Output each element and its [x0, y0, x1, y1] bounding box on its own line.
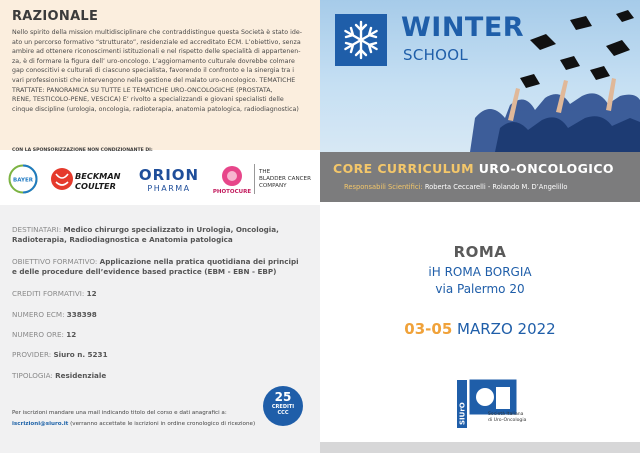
- event-days: 03-05: [404, 320, 453, 338]
- provider: [12, 350, 312, 360]
- razionale-line: Nello spirito della mission multidisciplinare che contraddistingue questa Società è stato ide-: [12, 29, 302, 36]
- razionale-line: za, è di formare la figura dell’ uro-oncologo. L’aggiornamento culturale dovrebbe colmare: [12, 57, 295, 65]
- siuro-logo: [457, 378, 519, 432]
- siuro-caption: [488, 412, 526, 423]
- razionale-section: [0, 0, 320, 150]
- winter-title: WINTER: [401, 12, 525, 43]
- siuro-caption-line: Società Italiana: [488, 412, 524, 417]
- bayer-logo: [8, 158, 42, 200]
- ecm-label: NUMERO ECM:: [12, 310, 65, 319]
- school-subtitle: SCHOOL: [403, 46, 469, 64]
- razionale-line: ato un percorso formativo “strutturato”, residenziale ed accreditato ECM. L’obiettivo, senza: [12, 38, 301, 46]
- core-title-part-1: CORE CURRICULUM: [333, 161, 474, 176]
- numero-ecm: [12, 310, 312, 320]
- razionale-text: [12, 28, 312, 114]
- core-title-part-2: URO-ONCOLOGICO: [478, 161, 614, 176]
- provider-label: PROVIDER:: [12, 350, 52, 359]
- orion-text: ORION: [138, 166, 200, 184]
- bayer-text: BAYER: [13, 177, 33, 184]
- sponsor-logos: [6, 158, 318, 200]
- resp-names: Roberta Ceccarelli - Rolando M. D’Angelillo: [424, 183, 568, 191]
- contact-line-2: [12, 420, 255, 428]
- razionale-line: cinque discipline (urologia, oncologia, radioterapia, anatomia patologica, radiodiagnostica): [12, 105, 299, 113]
- resp-label: Responsabili Scientifici:: [344, 183, 423, 191]
- bladder-cancer-company-logo: [254, 164, 320, 194]
- crediti-formativi: [12, 289, 312, 299]
- contact-line-1: Per iscrizioni mandare una mail indicando titolo del corso e dati anagrafici a:: [12, 410, 227, 416]
- badge-number: 25: [274, 390, 292, 404]
- razionale-line: ambire ad ottenere riconoscimenti istituzionali e nel rispetto delle specialità di appartenen-: [12, 48, 301, 56]
- photocure-logo: [210, 158, 254, 200]
- destinatari-label: DESTINATARI:: [12, 225, 62, 234]
- event-dates: [320, 321, 640, 337]
- ecm-value: 338398: [66, 310, 97, 319]
- beckman-coulter-logo: [50, 158, 128, 200]
- obiettivo-formativo: [12, 257, 312, 277]
- crediti-badge: [263, 386, 303, 426]
- razionale-line: vari professionisti che intervengono nella gestione del malato uro-oncologico. TEMATICHE: [12, 76, 296, 84]
- venue-address: via Palermo 20: [435, 282, 525, 296]
- pharma-text: PHARMA: [147, 184, 191, 193]
- orion-pharma-logo: [130, 158, 208, 200]
- tipologia: [12, 371, 312, 381]
- coulter-text: COULTER: [75, 181, 116, 191]
- siuro-caption-line: di Uro-Oncologia: [488, 417, 527, 423]
- destinatari-value-2: Radioterapia, Radiodiagnostica e Anatomia patologica: [12, 235, 233, 244]
- sponsor-caption: CON LA SPONSORIZZAZIONE NON CONDIZIONANTE DI:: [12, 148, 153, 153]
- venue-city: ROMA: [453, 243, 507, 261]
- provider-value: Siuro n. 5231: [53, 350, 108, 359]
- razionale-line: TRATTATE: PANORAMICA SU TUTTE LE TEMATICHE URO-ONCOLOGICHE (PROSTATA,: [12, 86, 273, 94]
- ore-label: NUMERO ORE:: [12, 330, 64, 339]
- crediti-label: CREDITI FORMATIVI:: [12, 289, 85, 298]
- tipologia-label: TIPOLOGIA:: [12, 371, 53, 380]
- obiettivo-value: Applicazione nella pratica quotidiana dei principi: [99, 257, 299, 266]
- beckman-text: BECKMAN: [75, 171, 121, 181]
- venue-hotel: iH ROMA BORGIA: [428, 265, 532, 279]
- photocure-text: PHOTOCURE: [212, 189, 252, 195]
- razionale-line: gap conoscitivi e culturali di ciascuno specialista, favorendo il confronto e la sinergia tra i: [12, 67, 295, 75]
- bladder-line: COMPANY: [259, 182, 287, 189]
- bladder-line: BLADDER CANCER: [259, 175, 311, 182]
- snowflake-icon: [335, 14, 387, 66]
- event-month: MARZO 2022: [457, 320, 556, 338]
- siuro-vertical-text: SIUrO: [458, 402, 467, 425]
- destinatari: [12, 225, 312, 245]
- razionale-title: RAZIONALE: [12, 9, 99, 24]
- responsabili-scientifici: [344, 183, 567, 192]
- core-curriculum-title: [333, 162, 614, 176]
- core-curriculum-band: [320, 152, 640, 202]
- ore-value: 12: [66, 330, 77, 339]
- crediti-value: 12: [86, 289, 97, 298]
- bladder-line: THE: [259, 168, 271, 175]
- numero-ore: [12, 330, 312, 340]
- contact-note: (verranno accettate le iscrizioni in ordine cronologico di ricezione): [68, 421, 256, 427]
- winter-school-logo: [335, 14, 387, 66]
- razionale-line: RENE, TESTICOLO-PENE, VESCICA) E’ rivolto a specializzandi e giovani specialisti delle: [12, 96, 284, 104]
- obiettivo-value-2: e delle procedure dell’evidence based practice (EBM - EBN - EBP): [12, 267, 277, 276]
- destinatari-value: Medico chirurgo specializzato in Urologia, Oncologia,: [63, 225, 279, 234]
- bottom-strip: [320, 442, 640, 453]
- obiettivo-label: OBIETTIVO FORMATIVO:: [12, 257, 98, 266]
- badge-line: CREDITI: [271, 404, 295, 410]
- contact-email-link[interactable]: iscrizioni@siuro.it: [12, 421, 69, 427]
- tipologia-value: Residenziale: [55, 371, 107, 380]
- badge-line: CCC: [277, 410, 289, 416]
